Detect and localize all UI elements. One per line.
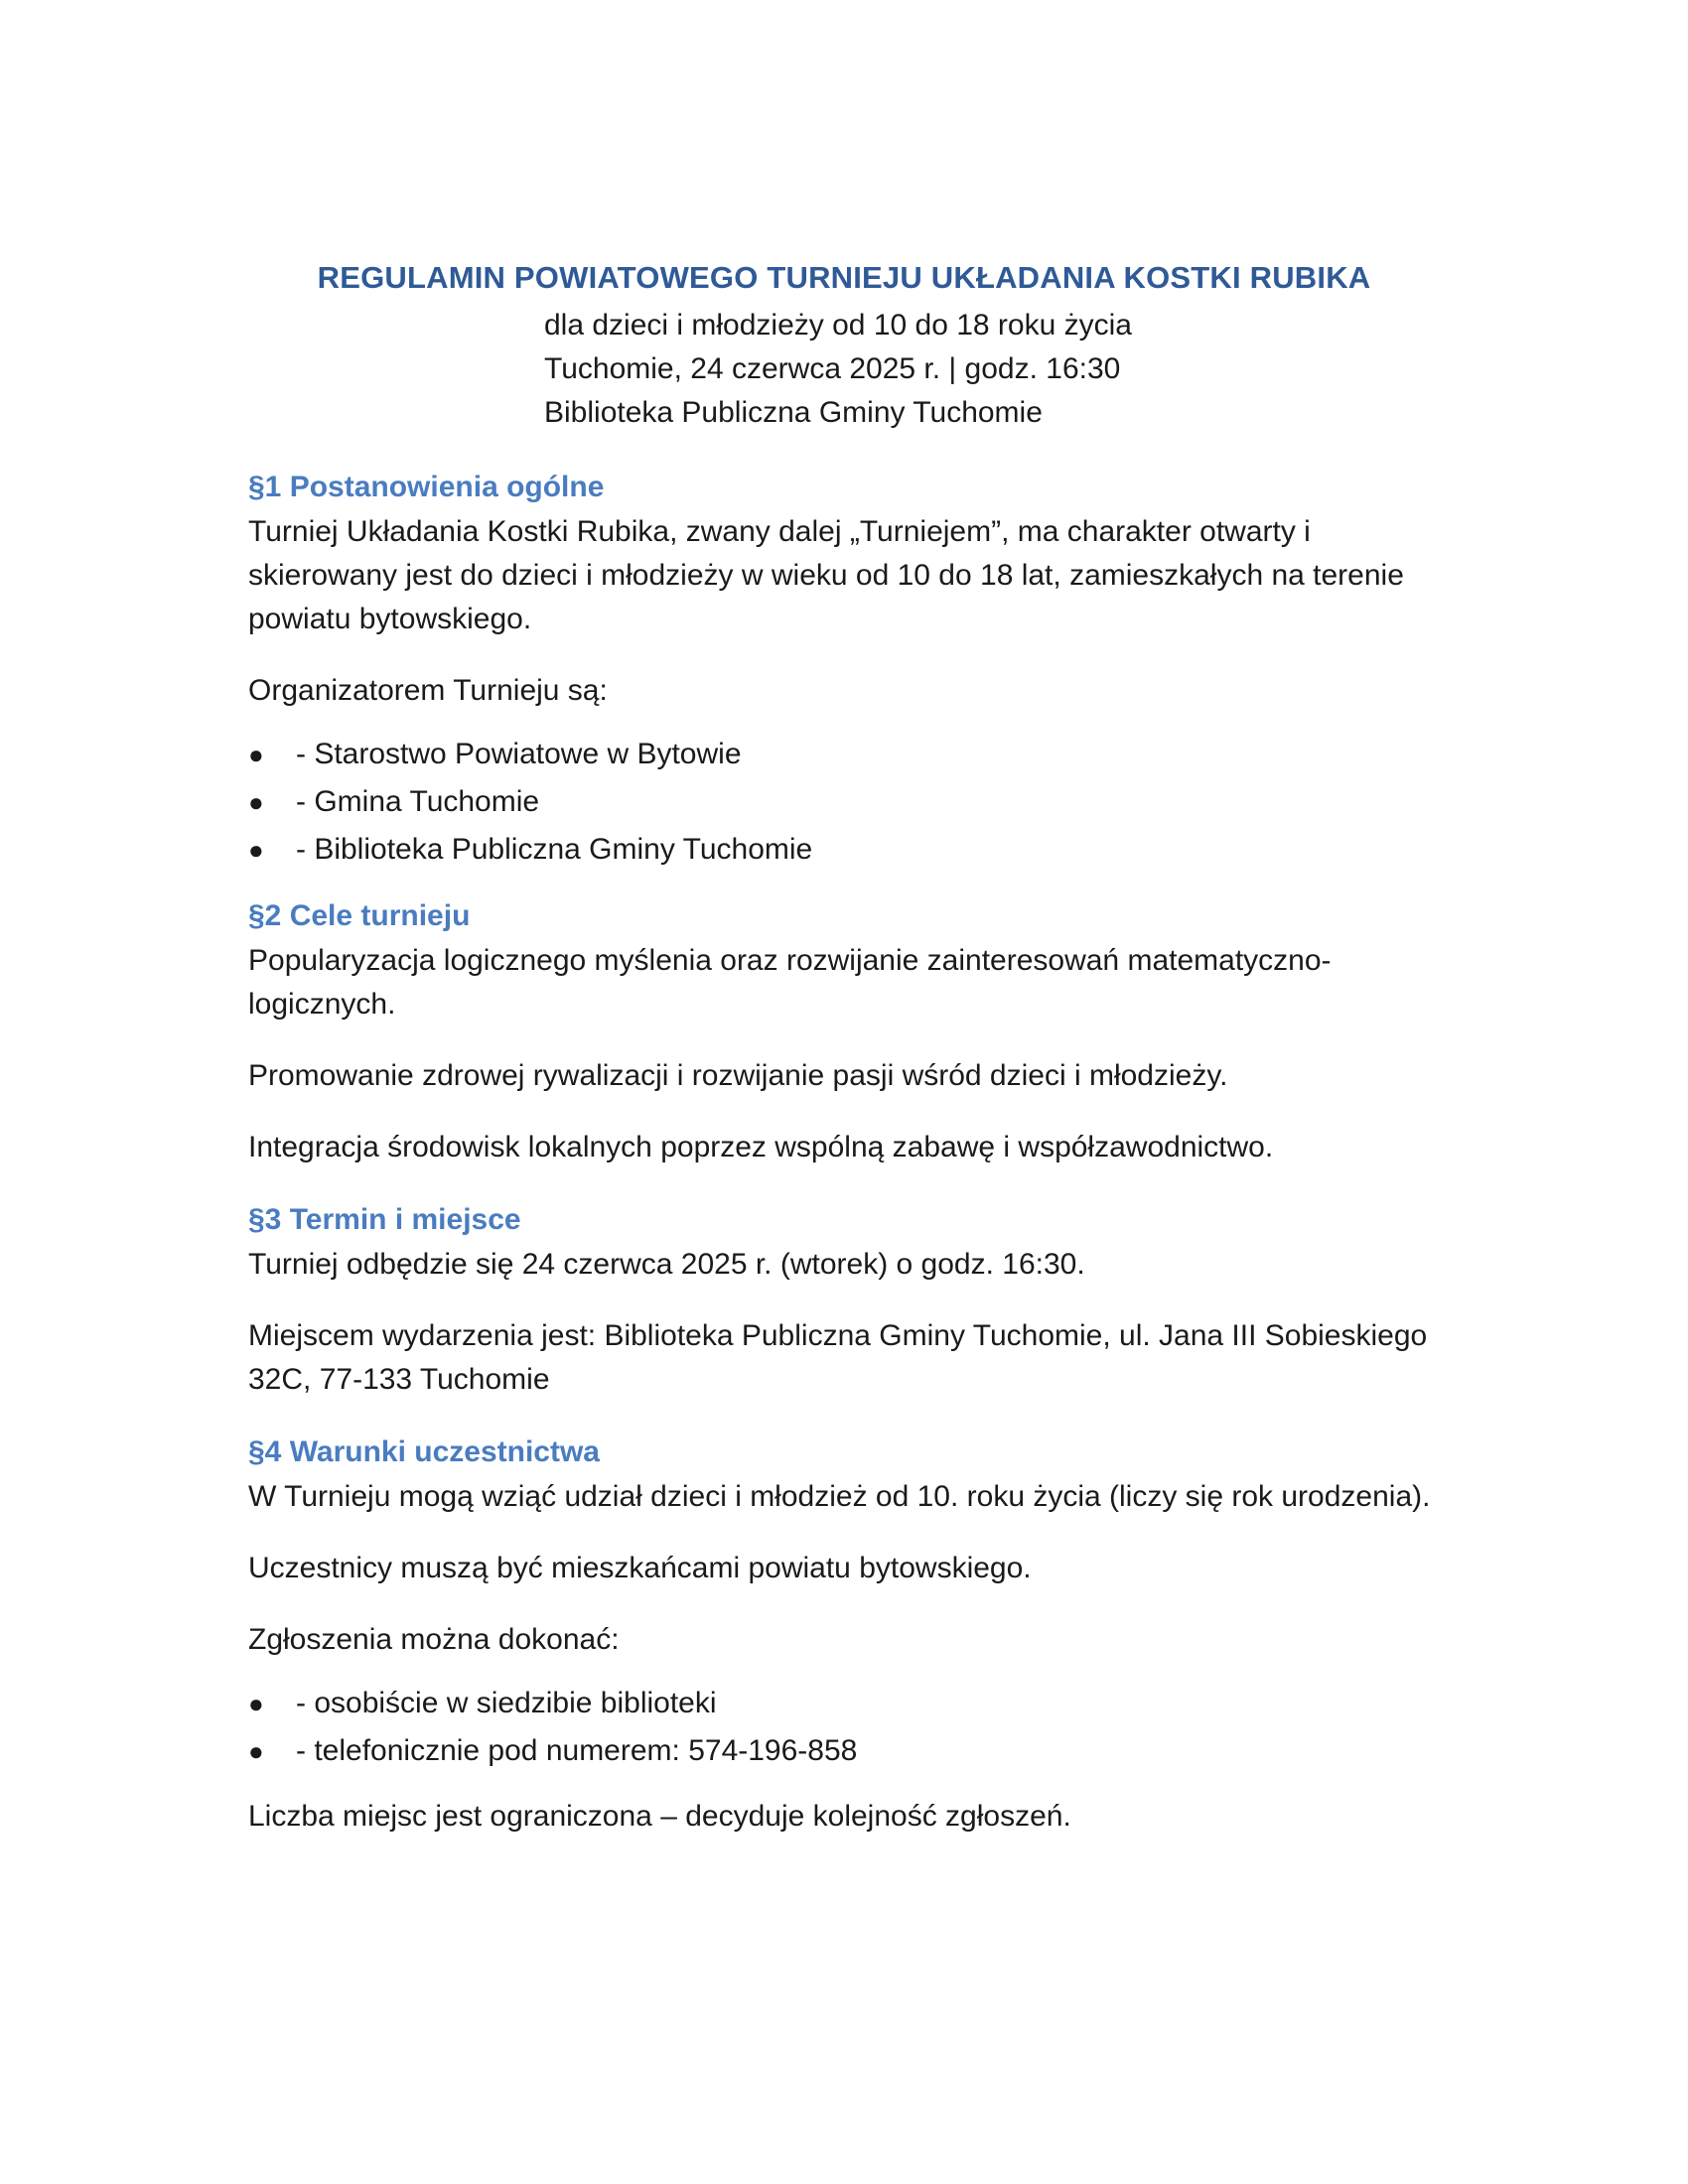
section-2-paragraph: Integracja środowisk lokalnych poprzez wspólną zabawę i współzawodnictwo. — [248, 1131, 1274, 1163]
list-item-text: - Starostwo Powiatowe w Bytowie — [296, 738, 742, 770]
section-3-paragraph: Miejscem wydarzenia jest: Biblioteka Publiczna Gminy Tuchomie, ul. Jana III Sobieskiego 32C, 77-133 Tuchomie — [248, 1319, 1428, 1396]
bullet-icon: ● — [248, 1689, 264, 1718]
subtitle-date: Tuchomie, 24 czerwca 2025 r. | godz. 16:30 — [544, 352, 1121, 385]
section-1-paragraph: Organizatorem Turnieju są: — [248, 674, 608, 707]
section-4-paragraph: Zgłoszenia można dokonać: — [248, 1623, 620, 1656]
list-item-text: - Biblioteka Publiczna Gminy Tuchomie — [296, 833, 813, 866]
list-item — [248, 778, 1460, 826]
list-item — [248, 731, 1460, 778]
section-2-paragraph: Popularyzacja logicznego myślenia oraz rozwijanie zainteresowań matematyczno-logicznych. — [248, 944, 1332, 1021]
subtitle-audience: dla dzieci i młodzieży od 10 do 18 roku życia — [544, 309, 1132, 341]
subtitle-block — [544, 304, 1460, 435]
bullet-icon: ● — [248, 835, 264, 865]
list-item — [248, 1680, 1460, 1727]
section-heading-2: §2 Cele turnieju — [248, 899, 471, 932]
bullet-icon: ● — [248, 1736, 264, 1766]
section-heading-4: §4 Warunki uczestnictwa — [248, 1435, 600, 1468]
list-item — [248, 1727, 1460, 1775]
registration-methods-list — [248, 1680, 1460, 1775]
document-page — [248, 260, 1460, 1866]
section-4-closing: Liczba miejsc jest ograniczona – decyduje kolejność zgłoszeń. — [248, 1800, 1071, 1833]
list-item — [248, 826, 1460, 874]
section-2-paragraph: Promowanie zdrowej rywalizacji i rozwijanie pasji wśród dzieci i młodzieży. — [248, 1059, 1228, 1092]
section-4-paragraph: W Turnieju mogą wziąć udział dzieci i młodzież od 10. roku życia (liczy się rok urodzenia). — [248, 1480, 1431, 1513]
section-4-paragraph: Uczestnicy muszą być mieszkańcami powiatu bytowskiego. — [248, 1552, 1032, 1584]
section-heading-3: §3 Termin i miejsce — [248, 1203, 521, 1236]
section-heading-1: §1 Postanowienia ogólne — [248, 471, 605, 503]
bullet-icon: ● — [248, 787, 264, 817]
organizers-list — [248, 731, 1460, 874]
list-item-text: - telefonicznie pod numerem: 574-196-858 — [296, 1734, 858, 1767]
section-3-paragraph: Turniej odbędzie się 24 czerwca 2025 r. (wtorek) o godz. 16:30. — [248, 1248, 1085, 1281]
list-item-text: - Gmina Tuchomie — [296, 785, 540, 818]
subtitle-venue: Biblioteka Publiczna Gminy Tuchomie — [544, 396, 1043, 429]
section-1-paragraph: Turniej Układania Kostki Rubika, zwany dalej „Turniejem”, ma charakter otwarty i skierowany jest do dzieci i młodzieży w wieku od 10 do 18 lat, zamieszkałych na terenie powiatu bytowskiego. — [248, 515, 1404, 635]
document-title: REGULAMIN POWIATOWEGO TURNIEJU UKŁADANIA KOSTKI RUBIKA — [317, 260, 1371, 295]
list-item-text: - osobiście w siedzibie biblioteki — [296, 1687, 717, 1719]
bullet-icon: ● — [248, 740, 264, 769]
